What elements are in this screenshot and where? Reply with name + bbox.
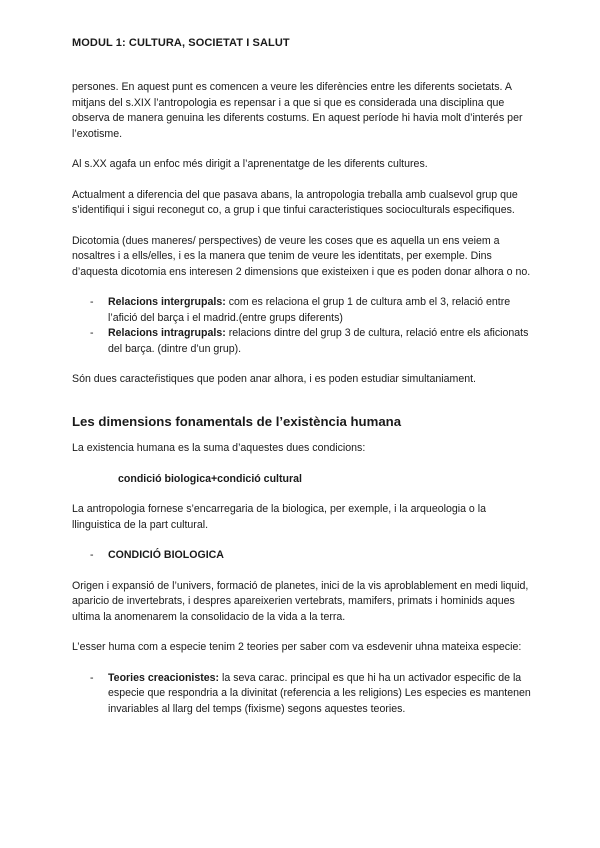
list-text: la seva carac. principal es que hi ha un activador especific de la especie que respondria a la divinitat (referencia a les religions) Les especies es mantenen invariables al llarg del temps (fixisme) segons aquestes teories. — [108, 671, 531, 715]
formula-line: condició biologica+condició cultural — [118, 472, 302, 485]
paragraph-9: L’esser huma com a especie tenim 2 teories per saber com va esdevenir uhna mateixa especie: — [72, 641, 522, 653]
list-item — [72, 671, 534, 718]
paragraph-3: Actualment a diferencia del que pasava abans, la antropologia treballa amb cualsevol grup que s’identifiqui i sigui reconegut co, a grup i que tinfui caracteristiques socioculturals especifiques. — [72, 188, 518, 216]
theories-list — [72, 671, 534, 718]
paragraph-6: La existencia humana es la suma d’aquestes dues condicions: — [72, 442, 366, 454]
paragraph-8: Origen i expansió de l’univers, formació de planetes, inici de la vis aproblablement en medi liquid, aparicio de invertebrats, i despres apareixerien vertebrats, mamifers, primats i hominids aques ultima la anomenarem la consolidacio de la vida a la terra. — [72, 579, 529, 623]
list-term: Relacions intragrupals: — [108, 327, 226, 339]
paragraph-5: Són dues caracteŕistiques que poden anar alhora, i es poden estudiar simultaniament. — [72, 373, 476, 385]
paragraph-2: Al s.XX agafa un enfoc més dirigit a l’aprenentatge de les diferents cultures. — [72, 158, 428, 170]
list-term: Relacions intergrupals: — [108, 296, 226, 308]
list-text: com es relaciona el grup 1 de cultura amb el 3, relació entre l’afició del barça i el madrid.(entre grups diferents) — [108, 296, 511, 324]
list-item — [72, 326, 534, 357]
list-item — [72, 295, 534, 326]
list-dash: - — [90, 671, 94, 684]
list-dash: - — [90, 296, 94, 308]
list-text: relacions dintre del grup 3 de cultura, relació entre els aficionats del barça. (dintre d’un grup). — [108, 327, 529, 355]
subheading — [72, 548, 534, 564]
list-term: Teories creacionistes: — [108, 671, 220, 684]
section-heading: Les dimensions fonamentals de l’existència humana — [72, 413, 402, 429]
paragraph-7: La antropologia fornese s’encarregaria de la biologica, per exemple, i la arqueologia o la llinguistica de la part cultural. — [72, 503, 487, 531]
page-header: MODUL 1: CULTURA, SOCIETAT I SALUT — [72, 37, 290, 49]
list-dash: - — [90, 327, 94, 339]
list-dash: - — [90, 549, 94, 561]
paragraph-4: Dicotomia (dues maneres/ perspectives) de veure les coses que es aquella un ens veiem a nosaltres i a ells/elles, i es la manera que tenim de veure les identitats, per exemple. Dins d’aquesta dicotomia ens interesen 2 dimensions que existeixen i que es poden donar alhora o no. — [72, 234, 531, 278]
paragraph-1: persones. En aquest punt es comencen a veure les diferències entre les diferents societats. A mitjans del s.XIX l’antropologia es repensar i a que si que es considerada una disciplina que observa de manera genuina les diferents costums. En aquest període hi havia molt d’interés per l’exotisme. — [72, 81, 523, 140]
subheading-text: CONDICIÓ BIOLOGICA — [108, 549, 224, 561]
document-body — [72, 80, 534, 732]
relations-list — [72, 295, 534, 357]
